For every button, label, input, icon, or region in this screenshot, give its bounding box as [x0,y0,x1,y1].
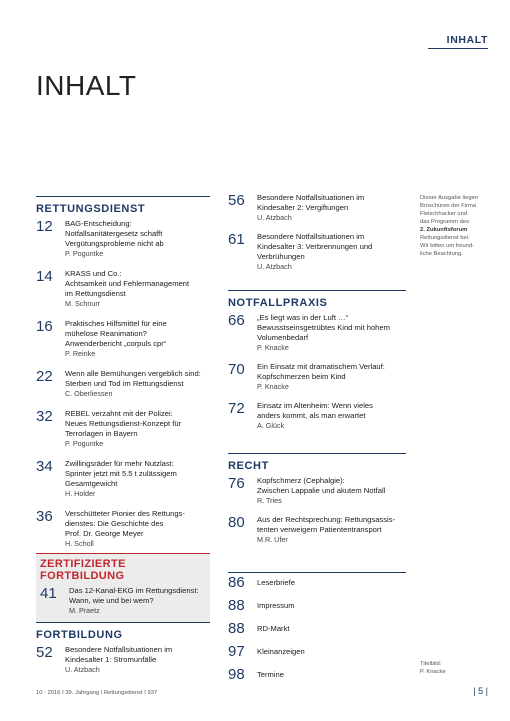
toc-entry-title-line: Besondere Notfallsituationen im [65,645,173,654]
toc-list-zertifiziert [40,586,206,616]
toc-entry-text [65,509,185,549]
toc-entry-author: P. Poguntke [65,249,104,258]
toc-entry-label: Termine [257,670,285,679]
supplement-line: das Programm des [420,219,469,225]
toc-entry-title-line: Wenn alle Bemühungen vergeblich sind: [65,369,201,378]
toc-entry-title-line: Terrorlagen in Bayern [65,429,138,438]
toc-entry-title-line: Kopfschmerz (Cephalgie): [257,476,345,485]
toc-entry-title-line: Besondere Notfallsituationen im [257,232,365,241]
toc-entry[interactable] [228,476,406,506]
toc-page-number: 32 [36,408,53,425]
toc-entry[interactable] [36,459,210,499]
toc-page-number: 98 [228,666,245,683]
toc-entry-text [65,219,164,259]
toc-entry-title-line: BAG-Entscheidung: [65,219,132,228]
toc-entry[interactable] [228,193,406,223]
toc-entry-text [257,313,390,353]
toc-entry-title-line: Anwenderbericht „corpuls cpr“ [65,339,167,348]
zert-section [36,553,210,622]
toc-entry-title-line: Prof. Dr. George Meyer [65,529,144,538]
toc-entry-label: RD-Markt [257,624,290,633]
toc-entry[interactable] [228,401,406,431]
toc-entry-author: C. Oberliessen [65,389,113,398]
toc-entry-title-line: Sprinter jetzt mit 5.5 t zulässigem [65,469,177,478]
toc-page-number: 56 [228,192,245,209]
toc-entry-title-line: mühelose Reanimation? [65,329,147,338]
toc-page-number: 80 [228,514,245,531]
toc-page-number: 70 [228,361,245,378]
toc-entry-text [65,269,189,309]
toc-page-number: 14 [36,268,53,285]
toc-entry-title-line: Zwillingsräder für mehr Nutzlast: [65,459,174,468]
toc-entry[interactable] [40,586,206,616]
toc-entry-title-line: Zwischen Lappalie und akutem Notfall [257,486,386,495]
toc-entry-title-line: Notfallsanitätergesetz schafft [65,229,163,238]
toc-entry-author: U. Atzbach [257,213,292,222]
toc-entry-title-line: Verschütteter Pionier des Rettungs- [65,509,185,518]
header-label: INHALT [446,34,488,46]
toc-page-number: 97 [228,643,245,660]
section-rule [228,453,406,454]
toc-entry-text [257,621,289,634]
section-rule [228,290,406,291]
toc-list-fortbildung [36,645,210,675]
toc-entry-text [257,401,373,431]
toc-entry[interactable] [228,232,406,272]
toc-entry-title-line: Einsatz im Altenheim: Wenn vieles [257,401,373,410]
page-number: | 5 | [473,686,488,696]
section-title-notfallpraxis: NOTFALLPRAXIS [228,297,328,309]
middle-top [228,193,406,281]
cover-credit-name: P. Knacke [420,669,446,675]
toc-entry-title-line: Vergütungsprobleme nicht ab [65,239,164,248]
toc-page-number: 88 [228,597,245,614]
page-title: INHALT [36,70,137,101]
toc-entry-title-line: Das 12-Kanal-EKG im Rettungsdienst: [69,586,199,595]
supplement-line: Wir bitten um freund- [420,243,475,249]
toc-entry-title-line: Kopfschmerzen beim Kind [257,372,346,381]
notfallpraxis-section [228,290,406,440]
toc-page-number: 36 [36,508,53,525]
toc-list-misc [228,575,406,683]
header-rule [428,48,488,49]
misc-section [228,572,406,690]
toc-entry-author: U. Atzbach [257,262,292,271]
section-title-rettungsdienst: RETTUNGSDIENST [36,203,146,215]
toc-entry-author: U. Atzbach [65,665,100,674]
toc-entry-title-line: Volumenbedarf [257,333,309,342]
supplement-note [420,194,498,258]
toc-entry-text [257,575,295,588]
toc-page-number: 86 [228,574,245,591]
toc-entry-text [257,232,372,272]
toc-entry-title-line: Kindesalter 1: Stromunfälle [65,655,157,664]
toc-entry-title-line: Bewusstseinsgetrübtes Kind mit hohem [257,323,390,332]
toc-page-number: 76 [228,475,245,492]
footer-issue-info: 10 · 2016 I 39. Jahrgang I Rettungsdienst I 937 [36,690,158,696]
toc-entry[interactable] [36,645,210,675]
toc-entry[interactable] [36,369,210,399]
toc-entry-title-line: Besondere Notfallsituationen im [257,193,365,202]
toc-entry-author: P. Knacke [257,382,289,391]
toc-page-number: 12 [36,218,53,235]
toc-entry[interactable] [228,598,406,614]
toc-entry-author: M. Schnurr [65,299,101,308]
toc-entry-author: R. Tries [257,496,282,505]
zert-box [36,554,210,622]
recht-section [228,453,406,554]
toc-entry-text [65,369,201,399]
toc-entry-author: A. Glück [257,421,285,430]
toc-page-number: 16 [36,318,53,335]
toc-entry-text [257,515,395,545]
toc-entry-title-line: Sterben und Tod im Rettungsdienst [65,379,184,388]
toc-list-kindesalter [228,193,406,272]
toc-entry[interactable] [228,575,406,591]
toc-entry-text [257,644,305,657]
toc-entry-text [69,586,199,616]
toc-entry-label: Kleinanzeigen [257,647,305,656]
toc-entry-title-line: „Es liegt was in der Luft …“ [257,313,349,322]
toc-entry-title-line: Verbrühungen [257,252,305,261]
toc-list-notfallpraxis [228,313,406,431]
toc-entry-author: M.R. Ufer [257,535,288,544]
supplement-line-bold: 2. Zukunftsforum [420,227,468,233]
section-title-fortbildung: FORTBILDUNG [36,629,123,641]
toc-page-number: 72 [228,400,245,417]
supplement-line: Broschüren der Firma [420,203,477,209]
toc-entry-text [257,362,385,392]
toc-entry-text [257,476,385,506]
toc-entry[interactable] [228,621,406,637]
toc-list-recht [228,476,406,545]
cover-credit-label: Titelbild: [420,661,442,667]
cover-credit [420,660,490,676]
toc-entry-title-line: Aus der Rechtsprechung: Rettungsassis- [257,515,396,524]
toc-entry[interactable] [228,644,406,660]
toc-entry-text [65,409,181,449]
toc-entry[interactable] [228,667,406,683]
toc-page-number: 61 [228,231,245,248]
toc-page-number: 22 [36,368,53,385]
toc-entry-title-line: im Rettungsdienst [65,289,126,298]
toc-entry[interactable] [36,509,210,549]
toc-entry-label: Leserbriefe [257,578,295,587]
toc-entry-title-line: tenten verweigern Patiententransport [257,525,382,534]
left-column [36,196,210,559]
supplement-line: Rettungsdienst bei. [420,235,470,241]
toc-entry-title-line: Gesamtgewicht [65,479,118,488]
supplement-line: Dieser Ausgabe liegen [420,195,479,201]
toc-entry[interactable] [228,515,406,545]
toc-entry-text [257,598,295,611]
section-rule [36,622,210,623]
section-rule [228,572,406,573]
toc-entry-title-line: Kindesalter 2: Vergiftungen [257,203,349,212]
toc-entry-author: P. Poguntke [65,439,104,448]
toc-entry[interactable] [36,409,210,449]
toc-entry[interactable] [228,362,406,392]
toc-page-number: 41 [40,585,57,602]
toc-page-number: 34 [36,458,53,475]
toc-entry-text [257,667,284,680]
supplement-line: Fleischhacker und [420,211,468,217]
toc-page-number: 66 [228,312,245,329]
toc-page-number: 88 [228,620,245,637]
toc-entry-text [257,193,364,223]
toc-entry-author: H. Scholl [65,539,94,548]
toc-entry-title-line: Kindesalter 3: Verbrennungen und [257,242,373,251]
toc-entry-author: M. Praetz [69,606,100,615]
toc-entry-title-line: Praktisches Hilfsmittel für eine [65,319,167,328]
toc-entry-title-line: Achtsamkeit und Fehlermanagement [65,279,190,288]
toc-entry-title-line: Wann, wie und bei wem? [69,596,154,605]
toc-entry-title-line: Ein Einsatz mit dramatischem Verlauf: [257,362,385,371]
toc-entry-title-line: dienstes: Die Geschichte des [65,519,164,528]
toc-entry[interactable] [36,219,210,259]
supplement-line: liche Beachtung. [420,251,463,257]
toc-entry-text [65,459,177,499]
toc-entry-label: Impressum [257,601,295,610]
toc-entry-title-line: KRASS und Co.: [65,269,122,278]
toc-entry[interactable] [36,269,210,309]
toc-page-number: 52 [36,644,53,661]
section-title-zertifizierte-fortbildung: ZERTIFIZIERTE FORTBILDUNG [40,558,126,582]
toc-entry[interactable] [228,313,406,353]
fortbildung-section [36,622,210,675]
toc-entry[interactable] [36,319,210,359]
toc-entry-author: P. Reinke [65,349,96,358]
toc-entry-author: P. Knacke [257,343,289,352]
section-title-recht: RECHT [228,460,269,472]
section-rule [36,196,210,197]
toc-entry-title-line: anders kommt, als man erwartet [257,411,366,420]
toc-entry-author: H. Holder [65,489,96,498]
toc-list-rettungsdienst [36,219,210,549]
toc-entry-text [65,645,172,675]
toc-entry-title-line: Neues Rettungsdienst-Konzept für [65,419,182,428]
toc-entry-title-line: REBEL verzahnt mit der Polizei: [65,409,173,418]
toc-entry-text [65,319,167,359]
